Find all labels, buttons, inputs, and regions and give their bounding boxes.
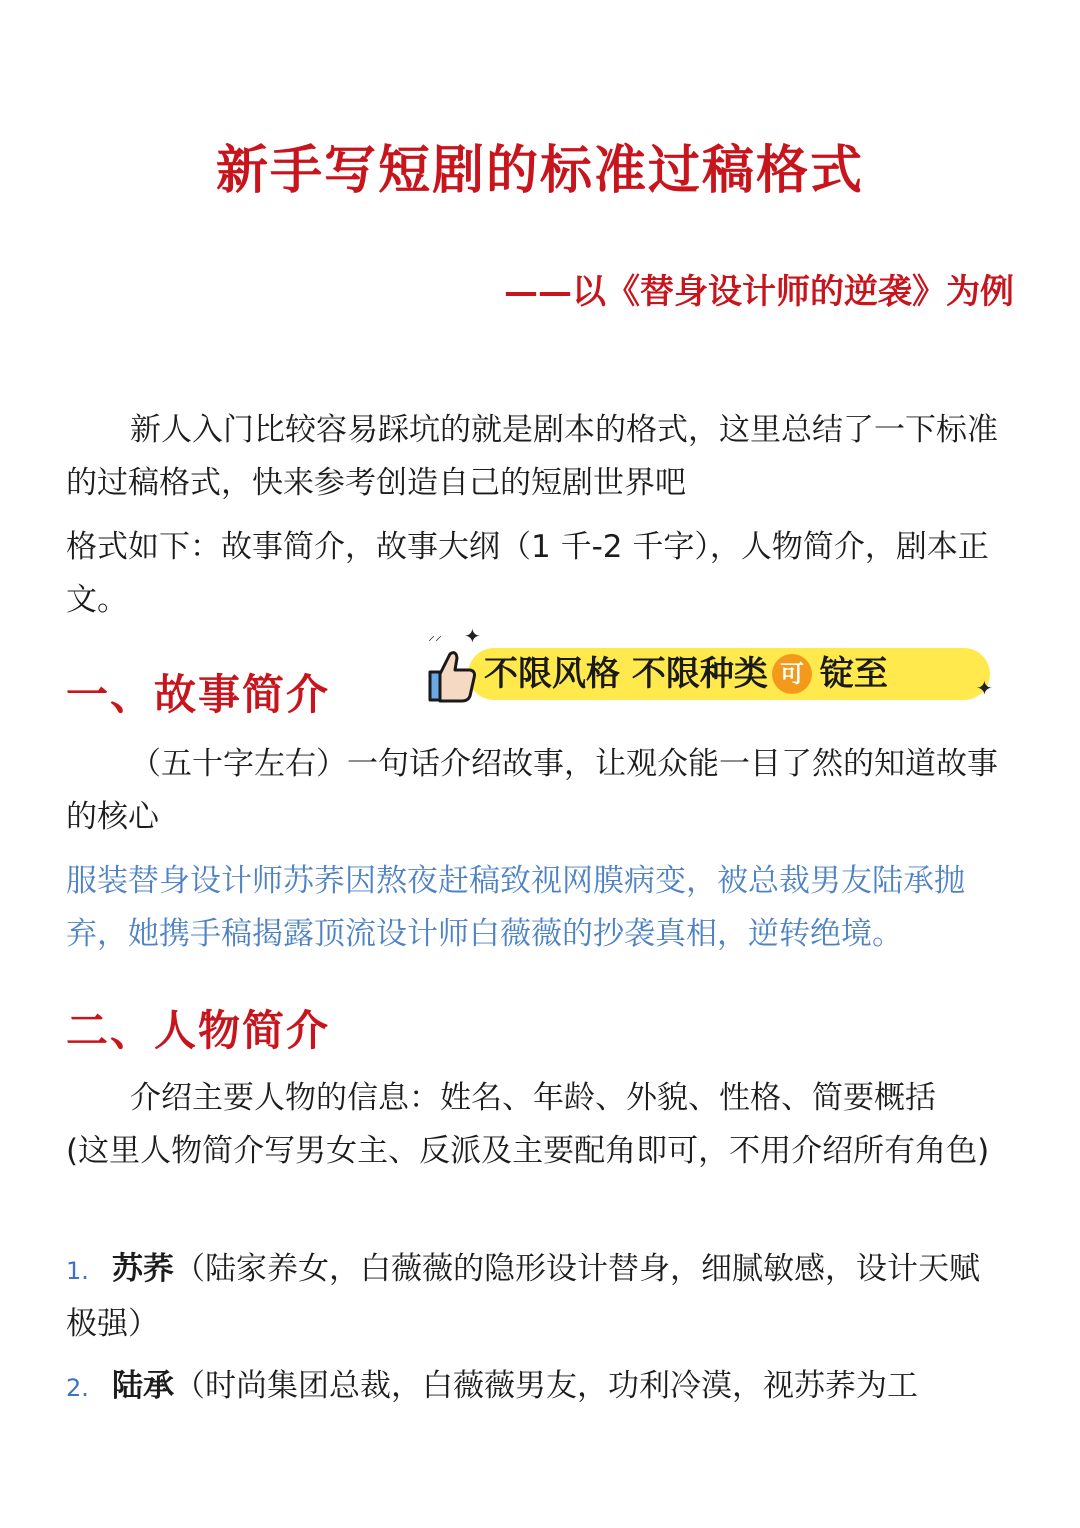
list-number: 2. xyxy=(66,1374,89,1402)
character-list-item xyxy=(66,1360,1006,1415)
format-paragraph: 格式如下：故事简介，故事大纲（1 千-2 千字），人物简介，剧本正文。 xyxy=(66,529,989,618)
character-description: （时尚集团总裁，白薇薇男友，功利冷漠，视苏荞为工 xyxy=(174,1368,918,1404)
sticker-ke-badge: 可 xyxy=(772,654,812,694)
intro-paragraph: 新人入门比较容易踩坑的就是剧本的格式，这里总结了一下标准的过稿格式，快来参考创造自己的短剧世界吧 xyxy=(66,412,998,501)
characters-description: 介绍主要人物的信息：姓名、年龄、外貌、性格、简要概括 xyxy=(130,1080,936,1116)
sticker-text-part2: 锭至 xyxy=(819,654,888,694)
character-name: 苏荞 xyxy=(112,1251,174,1287)
sparkle-icon: ✦ xyxy=(976,676,993,700)
sparkle-lines-icon: ⸝⸝ xyxy=(428,628,442,644)
page-subtitle: ——以《替身设计师的逆袭》为例 xyxy=(504,272,1014,312)
page-title: 新手写短剧的标准过稿格式 xyxy=(215,140,864,201)
sticker-text xyxy=(484,650,888,698)
story-summary-description: （五十字左右）一句话介绍故事，让观众能一目了然的知道故事的核心 xyxy=(66,746,998,835)
thumbs-up-icon xyxy=(424,646,478,704)
character-list-item xyxy=(66,1243,1006,1351)
sticker-text-part1: 不限风格 不限种类 xyxy=(484,654,768,694)
character-description: （陆家养女，白薇薇的隐形设计替身，细腻敏感，设计天赋极强） xyxy=(66,1251,980,1342)
list-number: 1. xyxy=(66,1257,89,1285)
section-heading-story-summary: 一、故事简介 xyxy=(66,670,331,719)
sparkle-icon: ✦ xyxy=(464,624,481,648)
characters-note: (这里人物简介写男女主、反派及主要配角即可，不用介绍所有角色) xyxy=(66,1133,990,1169)
section-heading-characters: 二、人物简介 xyxy=(66,1006,331,1055)
style-sticker xyxy=(420,626,1000,712)
character-name: 陆承 xyxy=(112,1368,174,1404)
story-summary-example: 服装替身设计师苏荞因熬夜赶稿致视网膜病变，被总裁男友陆承抛弃，她携手稿揭露顶流设计师白薇薇的抄袭真相，逆转绝境。 xyxy=(66,863,965,952)
